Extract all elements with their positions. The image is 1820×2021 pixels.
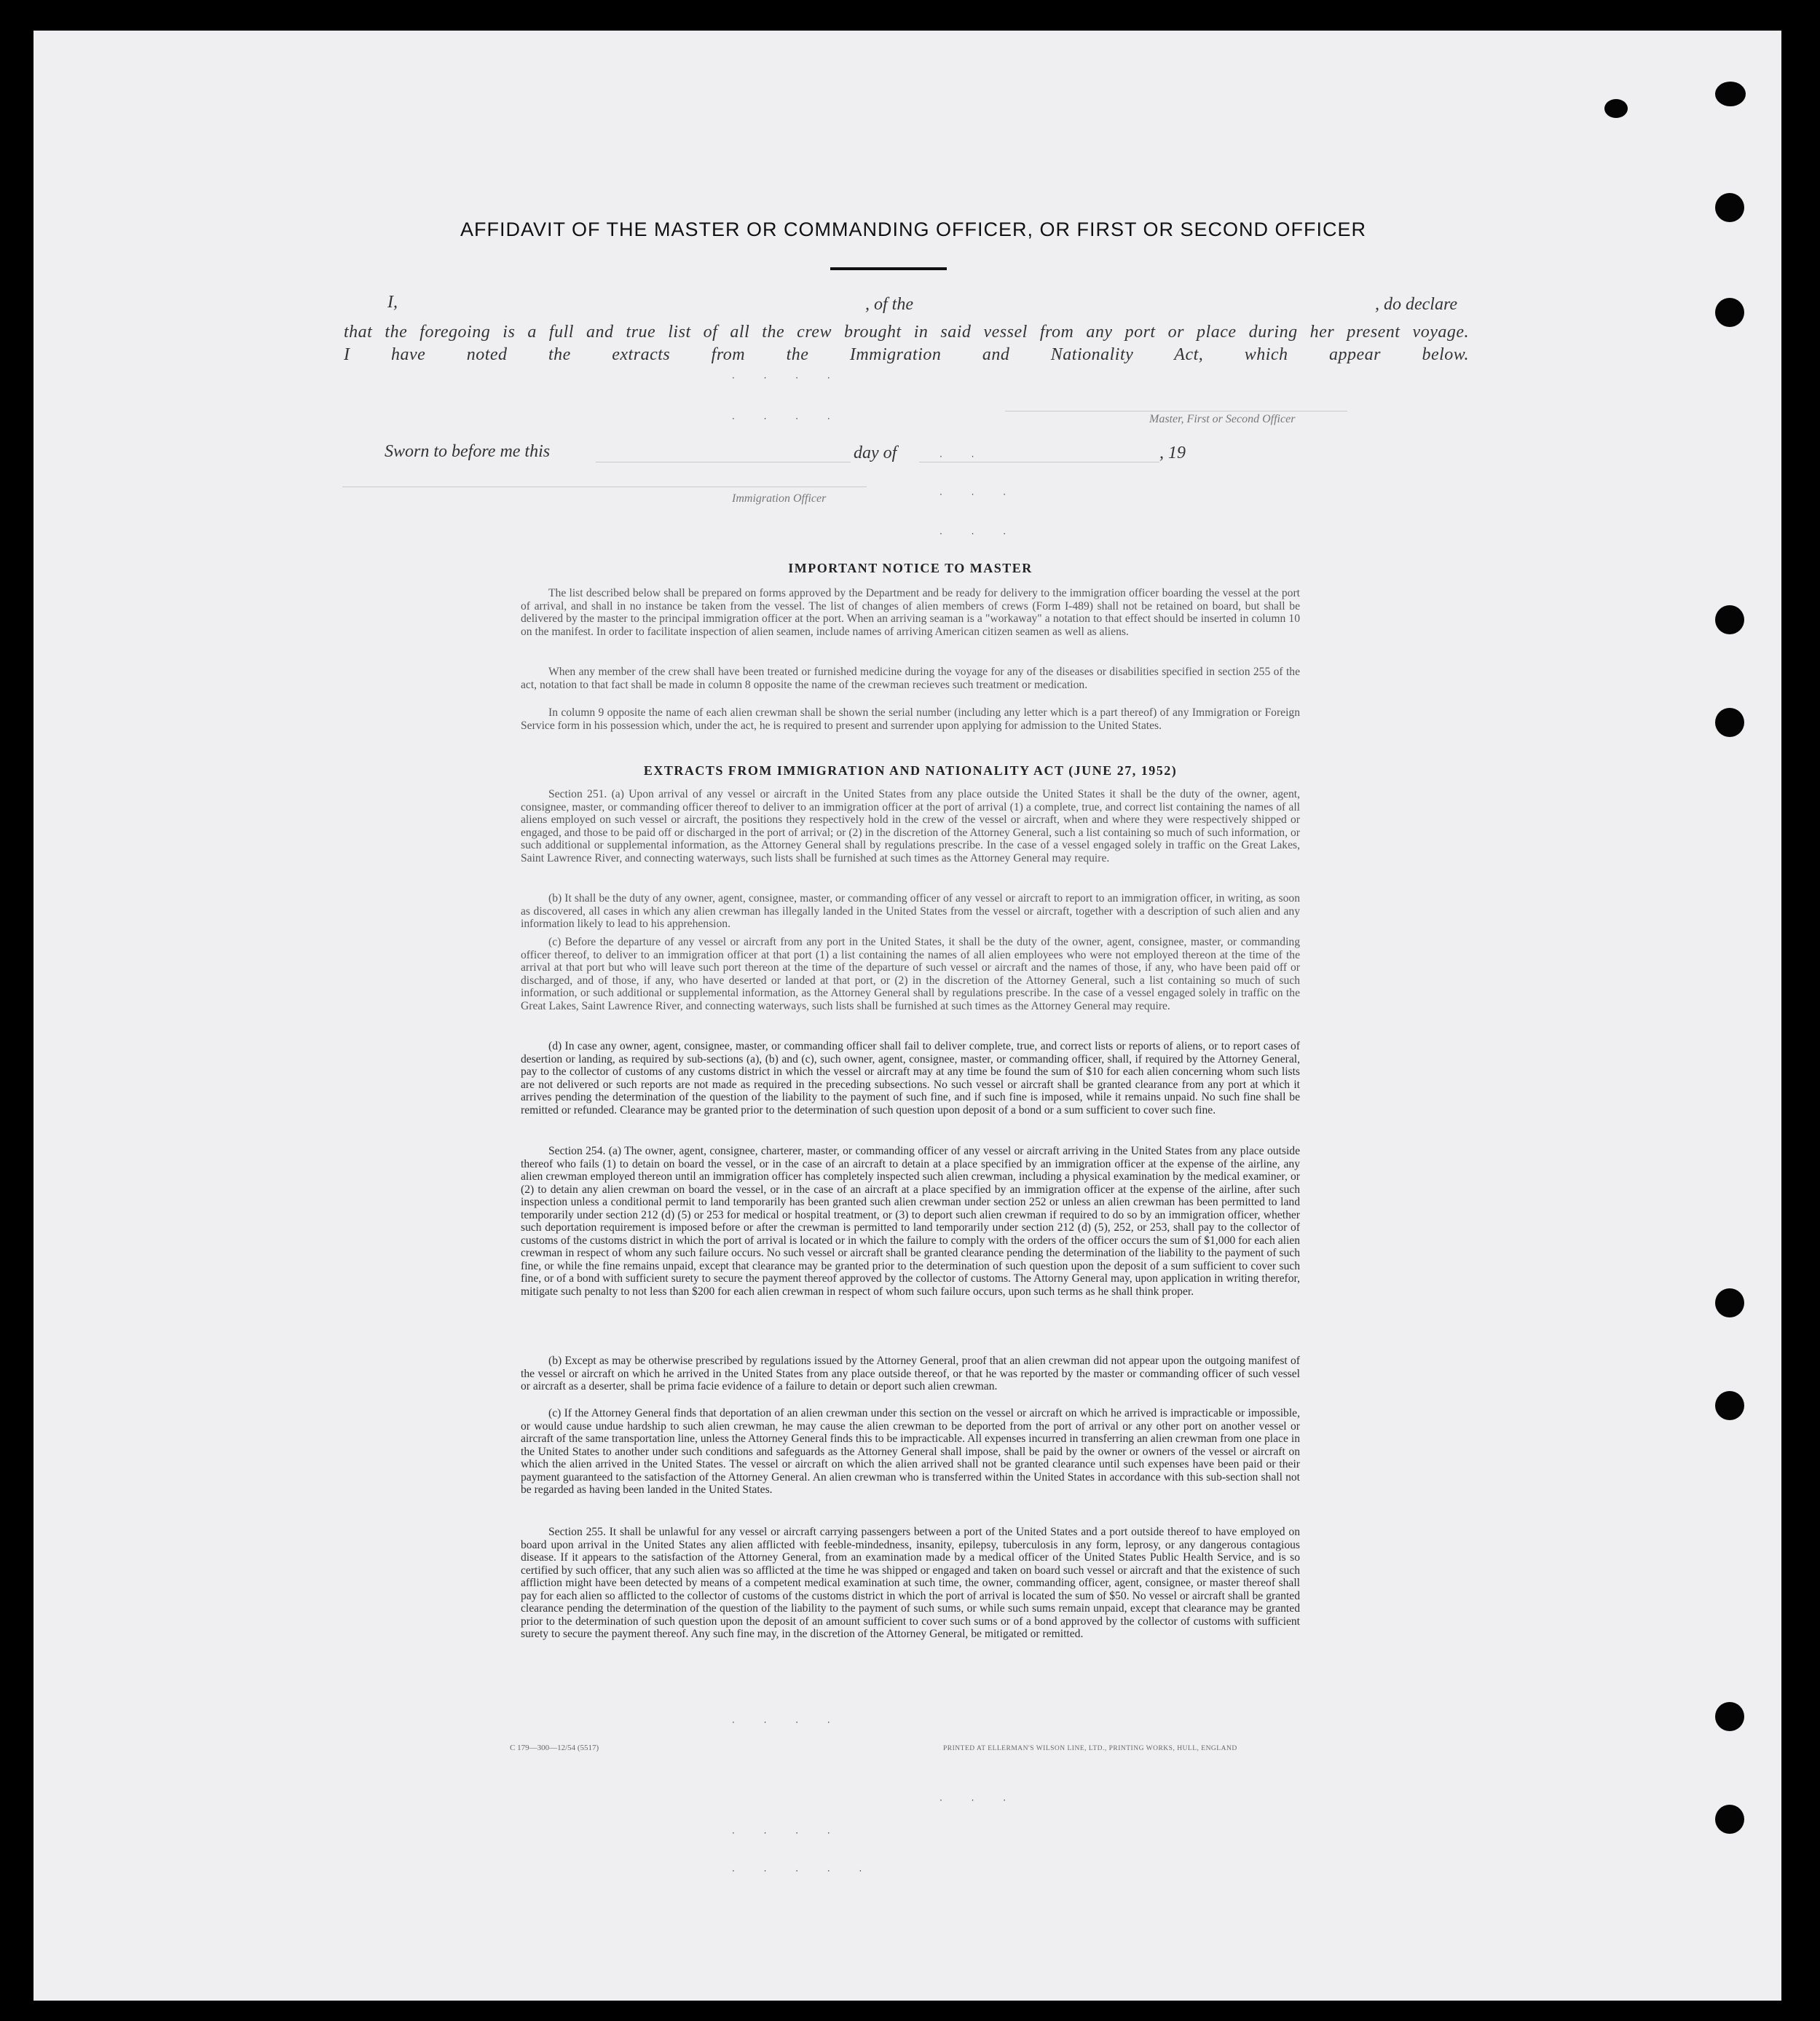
perforation-dots: · · · · — [732, 1717, 843, 1727]
section-254a: Section 254. (a) The owner, agent, consignee, charterer, master, or commanding officer of any vessel or aircraft arriving in the United States from any place outside thereof who fails (1) to detain on board the vessel, or in the case of an aircraft to detain at a place specified by an immigration officer at the expense of the airline, any alien crewman employed thereon until an immigration officer has completely inspected such alien crewman, including a physical examination by the medical examiner, or (2) to detain any alien crewman on board the vessel, or in the case of an aircraft at a place specified by an immigration officer at the expense of the airline, after such inspection unless a conditional permit to land temporarily has been granted such alien crewman under section 252 or unless an alien crewman has been permitted to land temporarily under section 212 (d) (5) or 253 for medical or hospital treatment, or (3) to deport such alien crewman if required to do so by an immigration officer, whether such deportation requirement is imposed before or after the crewman is permitted to land temporarily under section 212 (d) (5), 252, or 253, shall pay to the collector of customs of the customs district in which the port of arrival is located or in which the failure to comply with the orders of the officer occurs the sum of $1,000 for each alien crewman in respect of whom any such failure occurs. No such vessel or aircraft shall be granted clearance pending the determination of the liability to the payment of such fine, or while the fine remains unpaid, except that clearance may be granted prior to the determination of such question upon the deposit of a sum sufficient to cover such fine, or of a bond with sufficient surety to secure the payment thereof approved by the collector of customs. The Attorny General may, upon application in writing therefor, mitigate such penalty to not less than $200 for each alien crewman in respect of whom such failure occurs, upon such terms as he shall think proper. — [521, 1145, 1300, 1298]
officer-signature-label: Immigration Officer — [732, 492, 827, 505]
punch-hole — [1715, 1391, 1744, 1420]
perforation-dots: · · · · — [732, 414, 843, 424]
perforation-dots: · · · · · — [732, 1866, 875, 1876]
sworn-year: , 19 — [1159, 444, 1186, 462]
master-signature-label: Master, First or Second Officer — [1149, 413, 1296, 425]
section-251a: Section 251. (a) Upon arrival of any vessel or aircraft in the United States from any place outside the United States it shall be the duty of the owner, agent, consignee, master, or commanding officer thereof to deliver to an immigration officer at the port of arrival (1) a complete, true, and correct list containing the names of all aliens employed on such vessel or aircraft, the positions they respectively hold in the crew of the vessel or aircraft, when and where they were respectively shipped or engaged, and those to be paid off or discharged in the port of arrival; or (2) in the discretion of the Attorney General, such a list containing so much of such information, or such additional or supplemental information, as the Attorney General shall by regulations prescribe. In the case of a vessel engaged solely in traffic on the Great Lakes, Saint Lawrence River, and connecting waterways, such lists shall be furnished at such times as the Attorney General may require. — [521, 788, 1300, 864]
punch-hole — [1715, 708, 1744, 737]
notice-paragraph: In column 9 opposite the name of each alien crewman shall be shown the serial number (including any letter which is a part thereof) of any Immigration or Foreign Service form in his possession which, under the act, he is required to present and surrender upon applying for admission to the United States. — [521, 706, 1300, 732]
perforation-dots: · · · · — [732, 373, 843, 383]
declaration-of-the: , of the — [865, 295, 913, 314]
sworn-day-of: day of — [854, 444, 897, 462]
officer-signature-line — [342, 486, 867, 487]
punch-hole — [1604, 99, 1628, 118]
perforation-dots: · · — [939, 452, 988, 462]
notice-paragraph: The list described below shall be prepared on forms approved by the Department and be ready for delivery to the immigration officer boarding the vessel at the port of arrival, and shall in no instance be taken from the vessel. The list of changes of alien members of crews (Form I-489) shall not be retained on board, but shall be delivered by the master to the principal immigration officer at the port. When an arriving seaman is a "workaway" a notation to that effect should be inserted in column 10 on the manifest. In order to facilitate inspection of alien seamen, include names of arriving American citizen seamen as well as aliens. — [521, 587, 1300, 638]
perforation-dots: · · · — [939, 529, 1020, 539]
declaration-do-declare: , do declare — [1375, 295, 1458, 314]
section-251c: (c) Before the departure of any vessel or aircraft from any port in the United States, it shall be the duty of the owner, agent, consignee, master, or commanding officer thereof, to deliver to an immigration officer at that port (1) a list containing the names of all alien employees who were not employed thereon at the time of the arrival at that port but who will leave such port thereon at the time of the departure of such vessel or aircraft and the names of those, if any, who have been paid off or discharged, and of those, if any, who have deserted or landed at that port, or (2) in the discretion of the Attorney General, such a list containing so much of such information, or such additional or supplemental information, as the Attorney General shall by regulations prescribe. In the case of a vessel engaged solely in traffic on the Great Lakes, Saint Lawrence River, and connecting waterways, such lists shall be furnished at such times as the Attorney General may require. — [521, 936, 1300, 1012]
punch-hole — [1715, 605, 1744, 634]
notice-heading: IMPORTANT NOTICE TO MASTER — [788, 561, 1033, 575]
punch-hole — [1715, 1288, 1744, 1317]
declaration-i: I, — [387, 293, 398, 312]
punch-hole — [1715, 298, 1744, 327]
punch-hole — [1715, 82, 1746, 106]
notice-paragraph: When any member of the crew shall have been treated or furnished medicine during the voyage for any of the diseases or disabilities specified in section 255 of the act, notation to that fact shall be made in column 8 opposite the name of the crewman recieves such treatment or medication. — [521, 666, 1300, 691]
punch-hole — [1715, 1805, 1744, 1834]
printer-credit: PRINTED AT ELLERMAN'S WILSON LINE, LTD., PRINTING WORKS, HULL, ENGLAND — [943, 1745, 1237, 1752]
title-underline — [830, 267, 947, 270]
perforation-dots: · · · — [939, 489, 1020, 500]
punch-hole — [1715, 1702, 1744, 1731]
section-255: Section 255. It shall be unlawful for any vessel or aircraft carrying passengers between a port of the United States and a port outside thereof to have employed on board upon arrival in the United States any alien afflicted with feeble-mindedness, insanity, epilepsy, tuberculosis in any form, leprosy, or any dangerous contagious disease. If it appears to the satisfaction of the Attorney General, from an examination made by a medical officer of the United States Public Health Service, and is so certified by such officer, that any such alien was so afflicted at the time he was shipped or engaged and taken on board such vessel or aircraft and that the existence of such affliction might have been detected by means of a competent medical examination at such time, the owner, commanding officer, agent, consignee, or master thereof shall pay for each alien so afflicted to the collector of customs of the customs district in which the port of arrival is located the sum of $50. No vessel or aircraft shall be granted clearance pending the determination of the question of the liability to the payment of such sums, or while such sums remain unpaid, except that clearance may be granted prior to the determination of such question upon the deposit of an amount sufficient to cover such sums or of a bond approved by the collector of customs with sufficient surety to secure the payment thereof. Any such fine may, in the discretion of the Attorney General, be mitigated or remitted. — [521, 1526, 1300, 1640]
declaration-line-3: I have noted the extracts from the Immigration and Nationality Act, which appear below. — [344, 345, 1469, 364]
affidavit-title: AFFIDAVIT OF THE MASTER OR COMMANDING OFFICER, OR FIRST OR SECOND OFFICER — [460, 218, 1367, 240]
declaration-line-2: that the foregoing is a full and true list of all the crew brought in said vessel from any port or place during her present voyage. — [344, 323, 1469, 342]
perforation-dots: · · · · — [732, 1828, 843, 1838]
extracts-heading: EXTRACTS FROM IMMIGRATION AND NATIONALITY ACT (JUNE 27, 1952) — [643, 763, 1178, 778]
section-251d: (d) In case any owner, agent, consignee, master, or commanding officer shall fail to deliver complete, true, and correct lists or reports of aliens, or to report cases of desertion or landing, as required by sub-sections (a), (b) and (c), such owner, agent, consignee, master, or commanding officer, shall, if required by the Attorney General, pay to the collector of customs of any customs district in which the vessel or aircraft may at any time be found the sum of $10 for each alien concerning whom such lists are not delivered or such reports are not made as required in the preceding subsections. No such vessel or aircraft shall be granted clearance from any port at which it arrives pending the determination of the question of the liability to the payment of such fine, and if such fine is imposed, while it remains unpaid. No such fine shall be remitted or refunded. Clearance may be granted prior to the determination of such question upon deposit of a bond or a sum sufficient to cover such fine. — [521, 1040, 1300, 1116]
sworn-prefix: Sworn to before me this — [385, 442, 551, 461]
section-254c: (c) If the Attorney General finds that deportation of an alien crewman under this section on the vessel or aircraft on which he arrived is impracticable or impossible, or would cause undue hardship to such alien crewman, he may cause the alien crewman to be deported from the port of arrival or any other port on another vessel or aircraft of the same transportation line, unless the Attorney General finds this to be impracticable. All expenses incurred in transferring an alien crewman from one place in the United States to another under such conditions and safeguards as the Attorney General shall impose, shall be paid by the owner or owners of the vessel or aircraft on which the alien arrived in the United States. The vessel or aircraft on which the alien arrived shall not be granted clearance until such expenses have been paid or their payment guaranteed to the satisfaction of the Attorney General. An alien crewman who is transferred within the United States in accordance with this sub-section shall not be regarded as having been landed in the United States. — [521, 1407, 1300, 1496]
form-code: C 179—300—12/54 (5517) — [510, 1744, 599, 1752]
section-251b: (b) It shall be the duty of any owner, agent, consignee, master, or commanding officer of any vessel or aircraft to report to an immigration officer, in writing, as soon as discovered, all cases in which any alien crewman has illegally landed in the United States from the vessel or aircraft, together with a description of such alien and any information likely to lead to his apprehension. — [521, 892, 1300, 930]
punch-hole — [1715, 193, 1744, 222]
perforation-dots: · · · — [939, 1795, 1020, 1805]
section-254b: (b) Except as may be otherwise prescribed by regulations issued by the Attorney General, proof that an alien crewman did not appear upon the outgoing manifest of the vessel or aircraft on which he arrived in the United States from any place outside thereof, or that he was reported by the master or commanding officer of such vessel or aircraft as a deserter, shall be prima facie evidence of a failure to detain or deport such alien crewman. — [521, 1355, 1300, 1392]
